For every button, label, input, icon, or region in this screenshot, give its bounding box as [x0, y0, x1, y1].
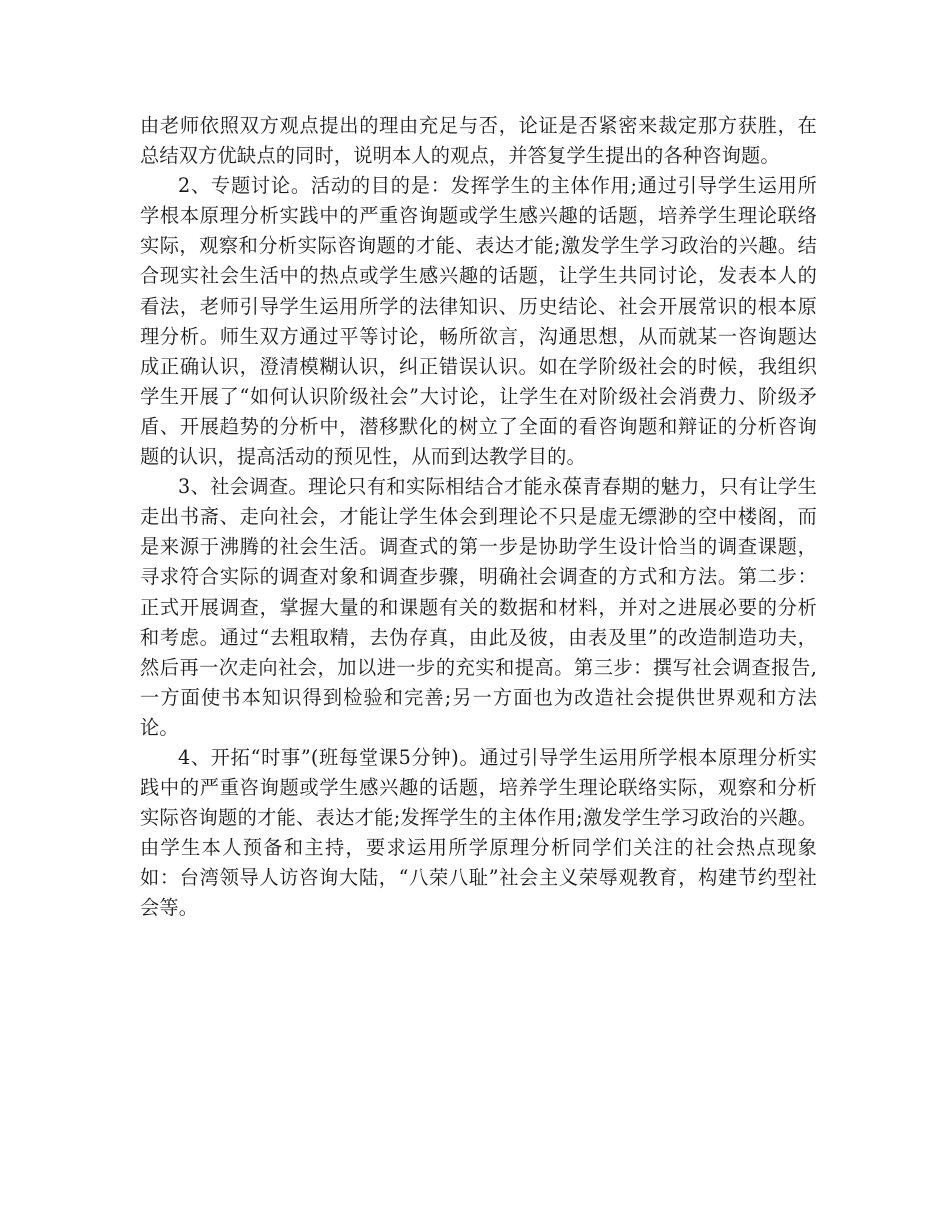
paragraph-current-affairs: 4、开拓“时事”(班每堂课5分钟)。通过引导学生运用所学根本原理分析实践中的严重咨询题或学生感兴趣的话题，培养学生理论联络实际，观察和分析实际咨询题的才能、表达才能;发挥学生的主体作用;激发学生学习政治的兴趣。由学生本人预备和主持，要求运用所学原理分析同学们关注的社会热点现象如：台湾领导人访咨询大陆，“八荣八耻”社会主义荣辱观教育，构建节约型社会等。	[140, 745, 817, 920]
paragraph-topic-discussion: 2、专题讨论。活动的目的是：发挥学生的主体作用;通过引导学生运用所学根本原理分析实践中的严重咨询题或学生感兴趣的话题，培养学生理论联络实际，观察和分析实际咨询题的才能、表达才能;激发学生学习政治的兴趣。结合现实社会生活中的热点或学生感兴趣的话题，让学生共同讨论，发表本人的看法，老师引导学生运用所学的法律知识、历史结论、社会开展常识的根本原理分析。师生双方通过平等讨论，畅所欲言，沟通思想，从而就某一咨询题达成正确认识，澄清模糊认识，纠正错误认识。如在学阶级社会的时候，我组织学生开展了“如何认识阶级社会”大讨论，让学生在对阶级社会消费力、阶级矛盾、开展趋势的分析中，潜移默化的树立了全面的看咨询题和辩证的分析咨询题的认识，提高活动的预见性，从而到达教学目的。	[140, 174, 817, 469]
paragraph-social-survey: 3、社会调查。理论只有和实际相结合才能永葆青春期的魅力，只有让学生走出书斋、走向社会，才能让学生体会到理论不只是虚无缥渺的空中楼阁，而是来源于沸腾的社会生活。调查式的第一步是协助学生设计恰当的调查课题，寻求符合实际的调查对象和调查步骤，明确社会调查的方式和方法。第二步：正式开展调查，掌握大量的和课题有关的数据和材料，并对之进展必要的分析和考虑。通过“去粗取精，去伪存真，由此及彼，由表及里”的改造制造功夫，然后再一次走向社会，加以进一步的充实和提高。第三步：撰写社会调查报告,一方面使书本知识得到检验和完善;另一方面也为改造社会提供世界观和方法论。	[140, 475, 817, 739]
paragraph-debate-conclusion: 由老师依照双方观点提出的理由充足与否，论证是否紧密来裁定那方获胜，在总结双方优缺点的同时，说明本人的观点，并答复学生提出的各种咨询题。	[140, 114, 817, 168]
document-page	[140, 111, 817, 924]
